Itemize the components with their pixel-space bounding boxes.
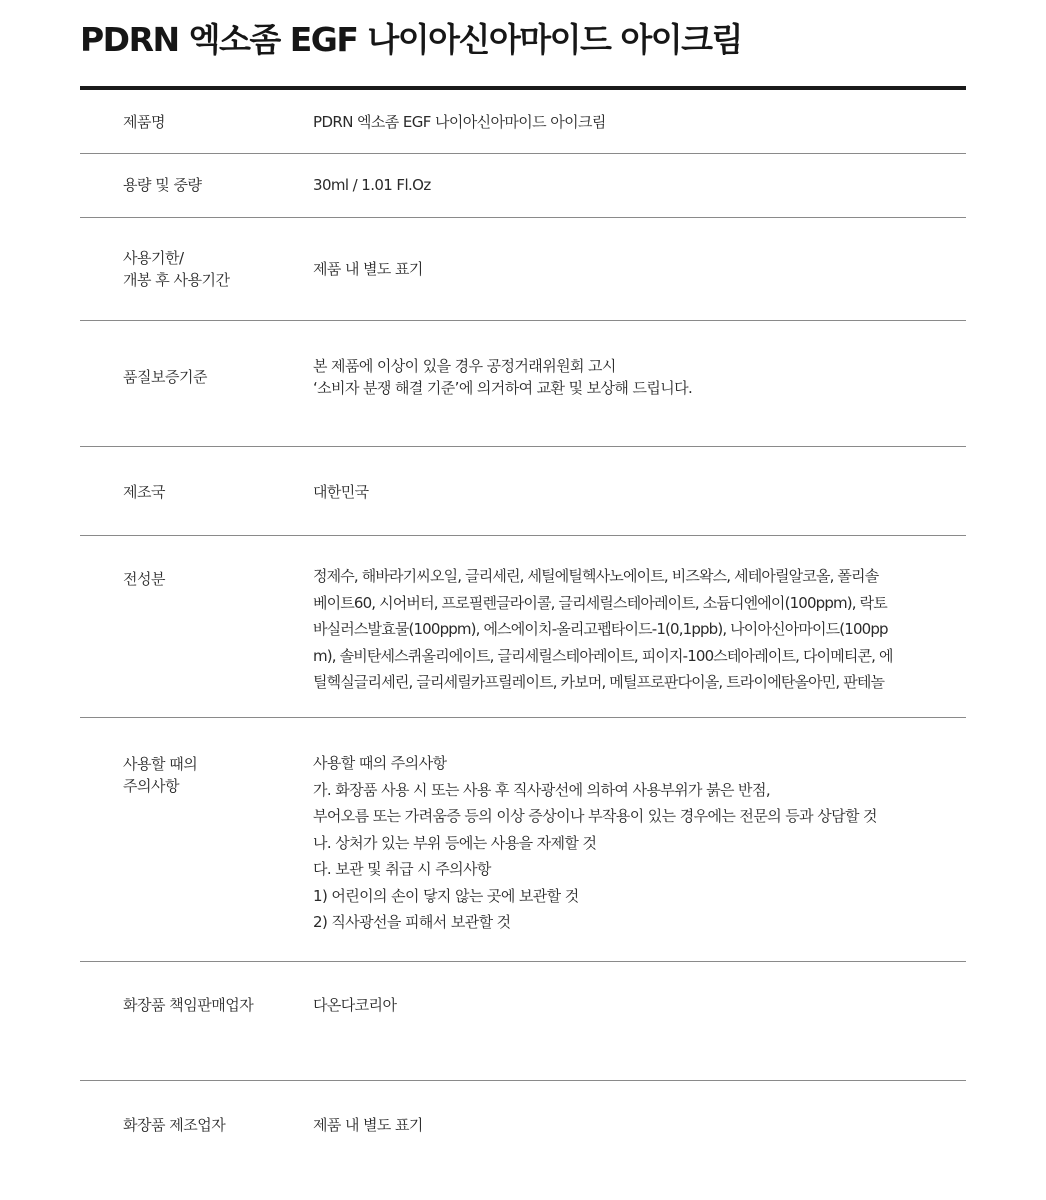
- row-value-line: 부어오름 또는 가려움증 등의 이상 증상이나 부작용이 있는 경우에는 전문의 등과 상담할 것: [313, 807, 877, 825]
- row-value: [313, 111, 961, 133]
- product-info-table: [80, 90, 966, 1181]
- row-label-line: 화장품 책임판매업자: [123, 996, 254, 1014]
- row-value: [313, 258, 961, 280]
- row-value: [313, 563, 961, 696]
- row-label: [123, 481, 303, 503]
- row-value-line: 30ml / 1.01 Fl.Oz: [313, 176, 431, 194]
- row-label-line: 사용할 때의: [123, 755, 198, 773]
- row-value-line: 제품 내 별도 표기: [313, 260, 423, 278]
- row-value-line: 바실러스발효물(100ppm), 에스에이치-올리고펩타이드-1(0,1ppb), 나이아신아마이드(100pp: [313, 620, 888, 638]
- row-value: [313, 355, 961, 399]
- info-row-quality-guarantee: [80, 321, 966, 447]
- info-row-manufacturer: [80, 1081, 966, 1181]
- info-row-country: [80, 447, 966, 536]
- info-row-product-name: [80, 90, 966, 154]
- row-value-line: 1) 어린이의 손이 닿지 않는 곳에 보관할 것: [313, 886, 579, 905]
- row-value-line: 틸헥실글리세린, 글리세릴카프릴레이트, 카보머, 메틸프로판다이올, 트라이에탄올아민, 판테놀: [313, 673, 885, 691]
- info-row-precautions: [80, 718, 966, 962]
- row-value-line: 다온다코리아: [313, 996, 397, 1014]
- row-value: [313, 1114, 961, 1136]
- info-row-responsible-seller: [80, 962, 966, 1081]
- row-value-line: 나. 상처가 있는 부위 등에는 사용을 자제할 것: [313, 833, 597, 852]
- row-value-line: 대한민국: [313, 483, 369, 501]
- row-value: [313, 481, 961, 503]
- row-label-line: 개봉 후 사용기간: [123, 271, 230, 289]
- row-label-line: 용량 및 중량: [123, 176, 202, 194]
- row-value: [313, 174, 961, 196]
- page-title: PDRN 엑소좀 EGF 나이아신아마이드 아이크림: [80, 20, 742, 59]
- row-value-line: 제품 내 별도 표기: [313, 1116, 423, 1134]
- row-label-line: 주의사항: [123, 777, 179, 795]
- row-value-line: m), 솔비탄세스퀴올리에이트, 글리세릴스테아레이트, 피이지-100스테아레이트, 다이메티콘, 에: [313, 646, 893, 665]
- row-label-line: 품질보증기준: [123, 368, 207, 386]
- row-label-line: 사용기한/: [123, 249, 184, 267]
- row-label: [123, 1114, 303, 1136]
- row-label-line: 전성분: [123, 570, 165, 588]
- row-value: [313, 750, 961, 936]
- row-label-line: 화장품 제조업자: [123, 1116, 226, 1134]
- row-value-line: PDRN 엑소좀 EGF 나이아신아마이드 아이크림: [313, 113, 606, 131]
- info-row-expiry: [80, 218, 966, 321]
- row-label: [123, 994, 303, 1016]
- row-label-line: 제품명: [123, 113, 165, 131]
- info-row-volume: [80, 154, 966, 218]
- row-label: [123, 753, 303, 797]
- row-value-line: 본 제품에 이상이 있을 경우 공정거래위원회 고시: [313, 357, 616, 375]
- info-row-ingredients: [80, 536, 966, 718]
- row-value-line: 다. 보관 및 취급 시 주의사항: [313, 860, 491, 878]
- row-value-line: 가. 화장품 사용 시 또는 사용 후 직사광선에 의하여 사용부위가 붉은 반점,: [313, 780, 770, 799]
- row-label-line: 제조국: [123, 483, 165, 501]
- row-label: [123, 247, 303, 291]
- row-label: [123, 174, 303, 196]
- row-value-line: 2) 직사광선을 피해서 보관할 것: [313, 913, 511, 931]
- row-value-line: 사용할 때의 주의사항: [313, 754, 447, 772]
- row-value: [313, 994, 961, 1016]
- row-label: [123, 568, 303, 590]
- row-value-line: ‘소비자 분쟁 해결 기준’에 의거하여 교환 및 보상해 드립니다.: [313, 379, 693, 397]
- row-value-line: 베이트60, 시어버터, 프로필렌글라이콜, 글리세릴스테아레이트, 소듐디엔에이(100ppm), 락토: [313, 593, 887, 612]
- row-label: [123, 366, 303, 388]
- row-label: [123, 111, 303, 133]
- row-value-line: 정제수, 해바라기씨오일, 글리세린, 세틸에틸헥사노에이트, 비즈왁스, 세테아릴알코올, 폴리솔: [313, 567, 879, 585]
